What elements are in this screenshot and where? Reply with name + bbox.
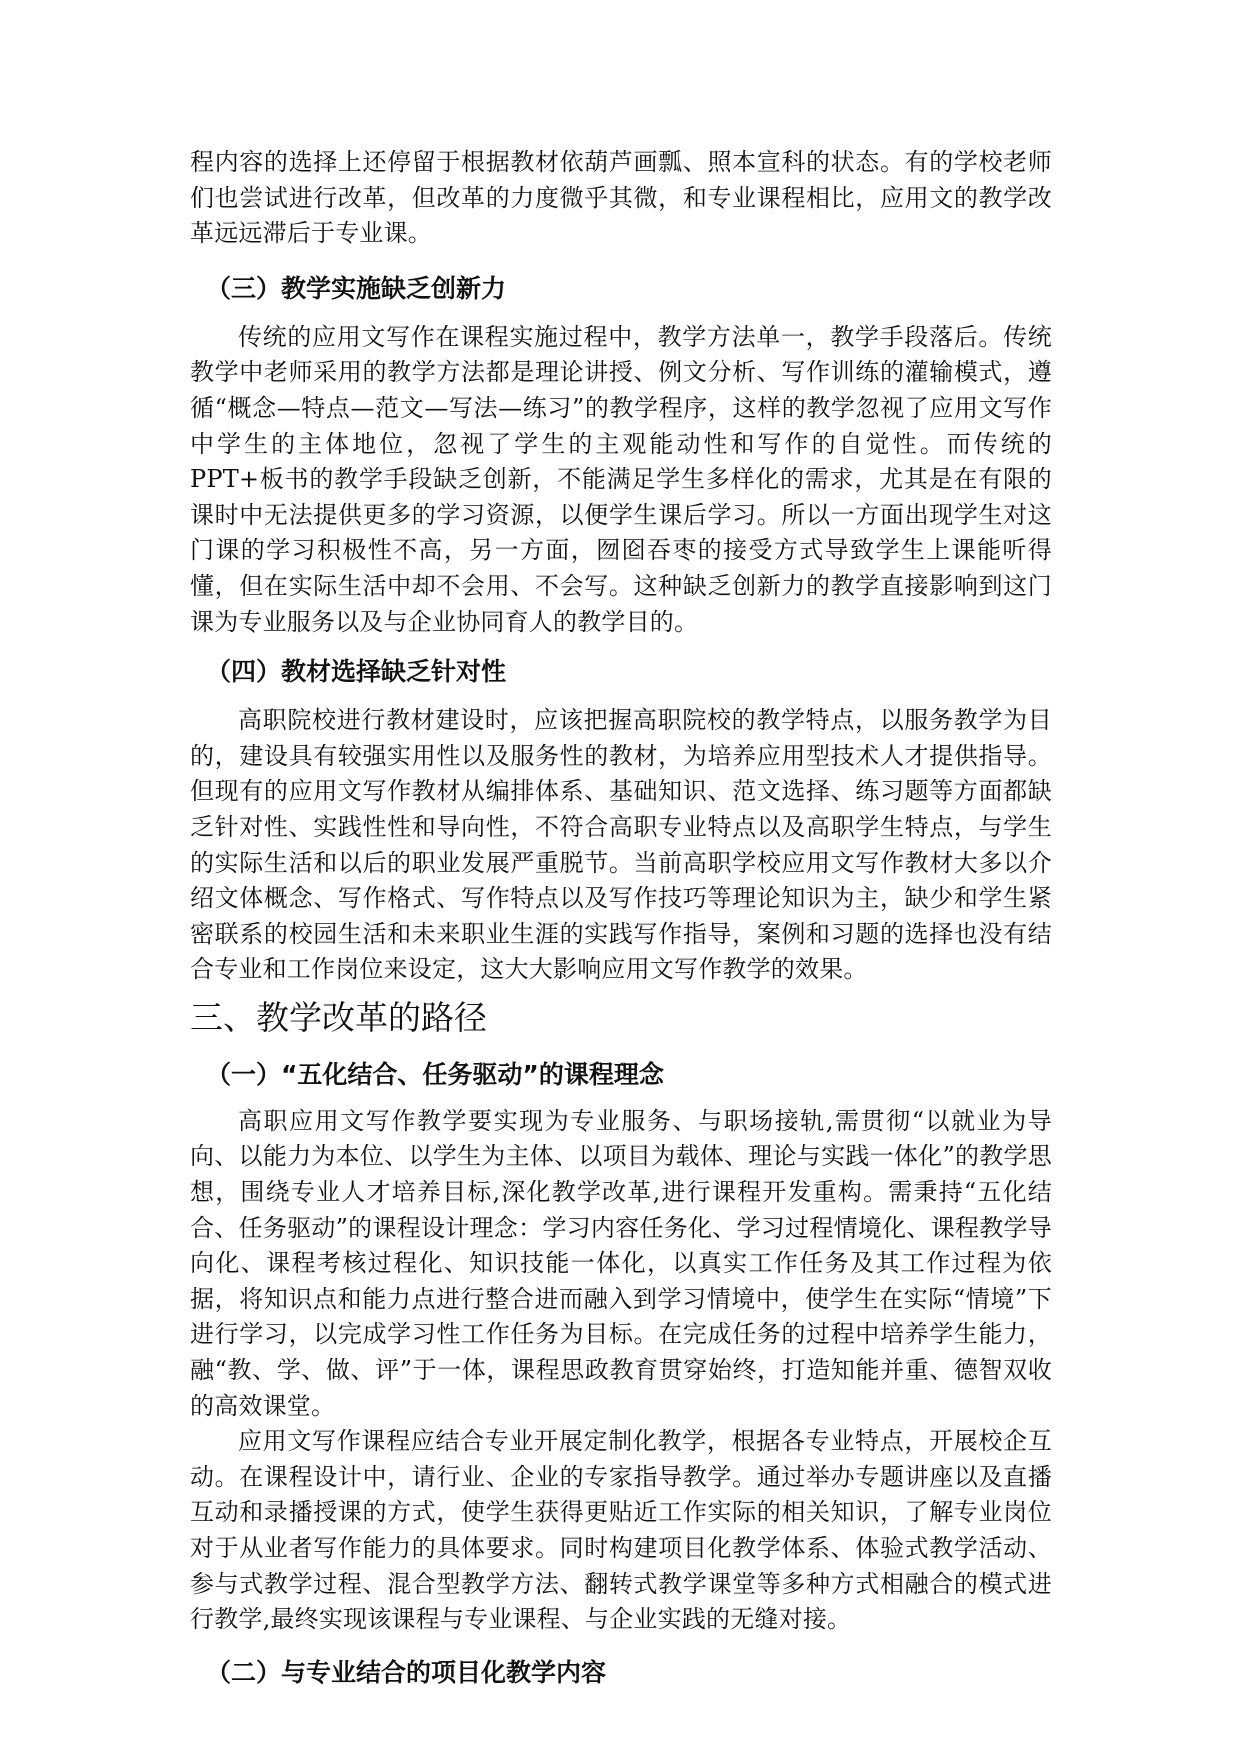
subsection-heading: （四）教材选择缺乏针对性 xyxy=(206,657,507,687)
subsection-heading: （二）与专业结合的项目化教学内容 xyxy=(206,1657,607,1687)
document-page xyxy=(190,145,1052,1688)
paragraph: 高职院校进行教材建设时，应该把握高职院校的教学特点，以服务教学为目的，建设具有较强实用性以及服务性的教材，为培养应用型技术人才提供指导。但现有的应用文写作教材从编排体系、基础知识、范文选择、练习题等方面都缺乏针对性、实践性性和导向性，不符合高职专业特点以及高职学生特点，与学生的实际生活和以后的职业发展严重脱节。当前高职学校应用文写作教材大多以介绍文体概念、写作格式、写作特点以及写作技巧等理论知识为主，缺少和学生紧密联系的校园生活和未来职业生涯的实践写作指导，案例和习题的选择也没有结合专业和工作岗位来设定，这大大影响应用文写作教学的效果。 xyxy=(190,706,1052,984)
paragraph: 高职应用文写作教学要实现为专业服务、与职场接轨,需贯彻“以就业为导向、以能力为本位、以学生为主体、以项目为载体、理论与实践一体化”的教学思想，围绕专业人才培养目标,深化教学改革,进行课程开发重构。需秉持“五化结合、任务驱动”的课程设计理念：学习内容任务化、学习过程情境化、课程教学导向化、课程考核过程化、知识技能一体化，以真实工作任务及其工作过程为依据，将知识点和能力点进行整合进而融入到学习情境中，使学生在实际“情境”下进行学习，以完成学习性工作任务为目标。在完成任务的过程中培养学生能力，融“教、学、做、评”于一体，课程思政教育贯穿始终，打造知能并重、德智双收的高效课堂。 xyxy=(190,1106,1052,1420)
paragraph: 传统的应用文写作在课程实施过程中，教学方法单一，教学手段落后。传统教学中老师采用的教学方法都是理论讲授、例文分析、写作训练的灌输模式，遵循“概念—特点—范文—写法—练习”的教学程序，这样的教学忽视了应用文写作中学生的主体地位，忽视了学生的主观能动性和写作的自觉性。而传统的 PPT+板书的教学手段缺乏创新，不能满足学生多样化的需求，尤其是在有限的课时中无法提供更多的学习资源，以便学生课后学习。所以一方面出现学生对这门课的学习积极性不高，另一方面，囫囵吞枣的接受方式导致学生上课能听得懂，但在实际生活中却不会用、不会写。这种缺乏创新力的教学直接影响到这门课为专业服务以及与企业协同育人的教学目的。 xyxy=(190,322,1052,636)
paragraph: 应用文写作课程应结合专业开展定制化教学，根据各专业特点，开展校企互动。在课程设计中，请行业、企业的专家指导教学。通过举办专题讲座以及直播互动和录播授课的方式，使学生获得更贴近工作实际的相关知识，了解专业岗位对于从业者写作能力的具体要求。同时构建项目化教学体系、体验式教学活动、参与式教学过程、混合型教学方法、翻转式教学课堂等多种方式相融合的模式进行教学,最终实现该课程与专业课程、与企业实践的无缝对接。 xyxy=(190,1427,1052,1634)
subsection-heading: （三）教学实施缺乏创新力 xyxy=(206,273,507,303)
paragraph: 程内容的选择上还停留于根据教材依葫芦画瓢、照本宣科的状态。有的学校老师们也尝试进行改革，但改革的力度微乎其微，和专业课程相比，应用文的教学改革远远滞后于专业课。 xyxy=(190,148,1052,248)
subsection-heading: （一）“五化结合、任务驱动”的课程理念 xyxy=(206,1059,664,1089)
section-heading: 三、教学改革的路径 xyxy=(190,997,487,1037)
